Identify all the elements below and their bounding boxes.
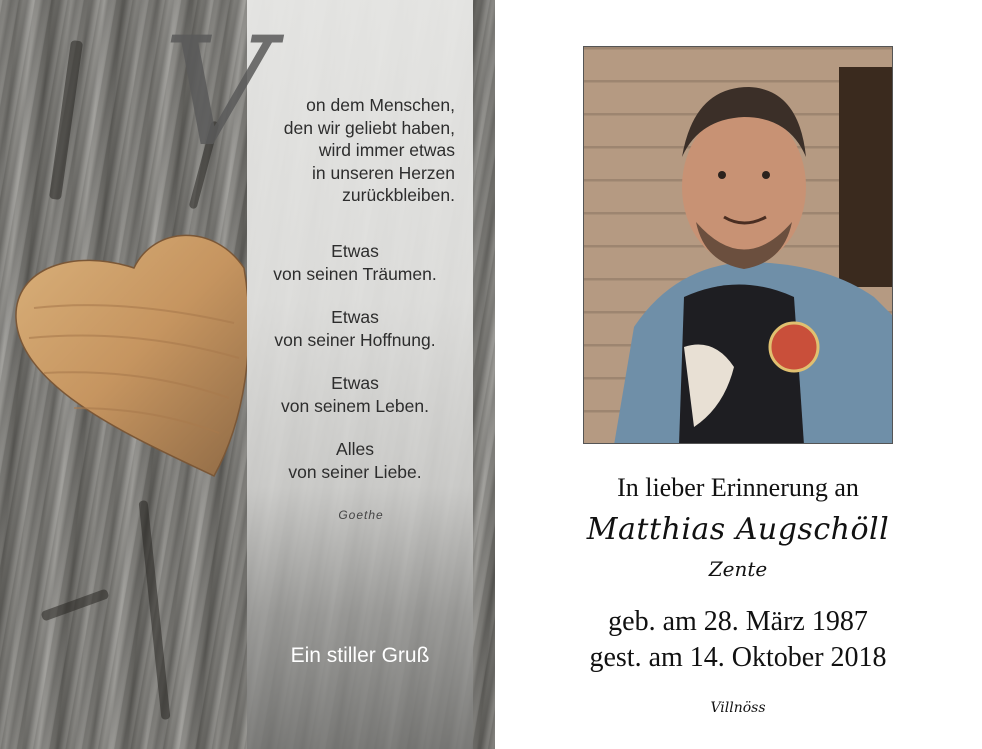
quote-line: Alles (336, 439, 374, 459)
death-date: gest. am 14. Oktober 2018 (589, 642, 887, 673)
quote-line: Etwas (331, 307, 379, 327)
birth-date: geb. am 28. März 1987 (608, 606, 868, 637)
memorial-intro: In lieber Erinnerung an (617, 473, 859, 502)
wood-crack (49, 40, 83, 200)
greeting-text: Ein stiller Gruß (290, 644, 430, 667)
quote-stanza (255, 438, 455, 484)
quote-line: on dem Menschen, (306, 95, 455, 115)
quote-line: Etwas (331, 241, 379, 261)
portrait-photo (583, 46, 893, 444)
portrait-illustration (584, 47, 893, 444)
place-name: Villnöss (710, 700, 766, 716)
deceased-name: Matthias Augschöll (586, 512, 890, 547)
wood-crack (40, 588, 109, 621)
quote-line: wird immer etwas (318, 140, 455, 160)
quote-stanza (255, 240, 455, 286)
deceased-nickname: Zente (708, 557, 768, 581)
quote-line: von seinem Leben. (281, 396, 429, 416)
quote-author: Goethe (338, 508, 384, 522)
quote-line: Etwas (331, 373, 379, 393)
wood-crack (139, 500, 171, 720)
quote-line: den wir geliebt haben, (283, 117, 455, 138)
quote-first-stanza (255, 94, 455, 207)
quote-line: in unseren Herzen (312, 162, 455, 183)
quote-line: zurückbleiben. (342, 185, 455, 205)
quote-line: von seiner Liebe. (288, 462, 422, 482)
svg-text:V: V (163, 14, 272, 164)
quote-line: von seiner Hoffnung. (274, 330, 436, 350)
wooden-heart-image (14, 228, 254, 478)
quote-stanza (255, 372, 455, 418)
quote-stanza (255, 306, 455, 352)
quote-line: von seinen Träumen. (273, 264, 437, 284)
